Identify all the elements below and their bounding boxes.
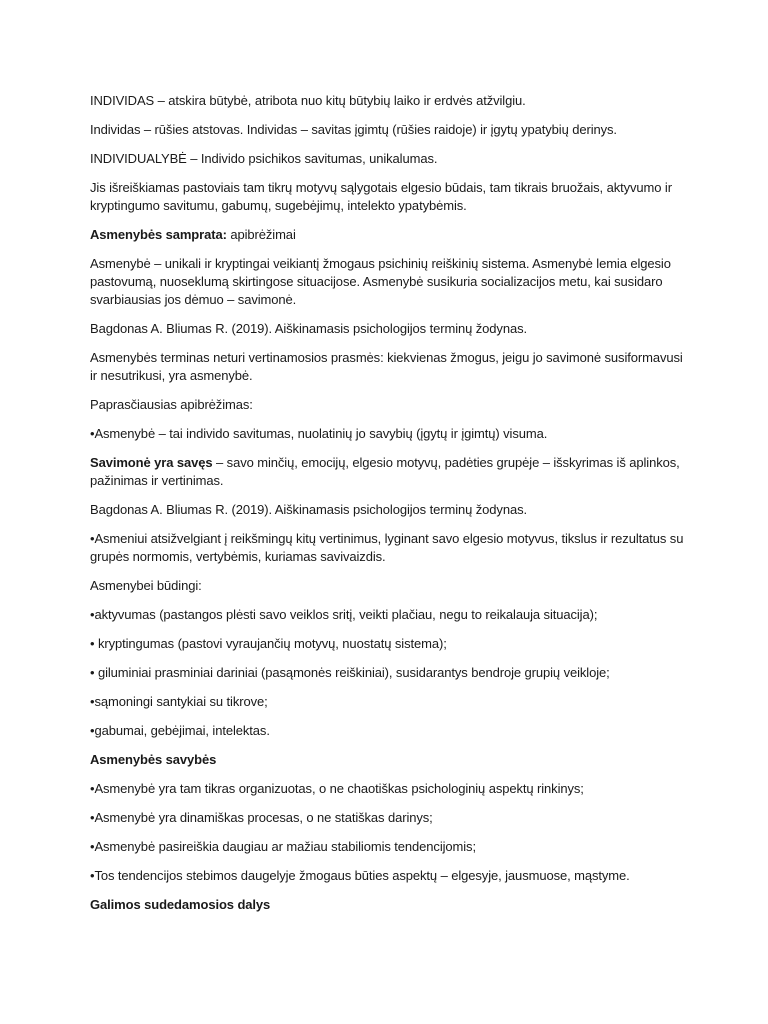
bullet-item <box>90 722 690 740</box>
paragraph <box>90 396 690 414</box>
paragraph-text: INDIVIDAS – atskira būtybė, atribota nuo kitų būtybių laiko ir erdvės atžvilgiu. <box>90 93 526 108</box>
bullet-item <box>90 606 690 624</box>
paragraph <box>90 454 690 490</box>
bullet-item <box>90 530 690 566</box>
citation <box>90 320 690 338</box>
bullet-item <box>90 635 690 653</box>
paragraph-text: •Asmenybė – tai individo savitumas, nuolatinių jo savybių (įgytų ir įgimtų) visuma. <box>90 426 548 441</box>
paragraph-text: •Asmenybė pasireiškia daugiau ar mažiau stabiliomis tendencijomis; <box>90 839 476 854</box>
bullet-item <box>90 867 690 885</box>
paragraph-text: Individas – rūšies atstovas. Individas – savitas įgimtų (rūšies raidoje) ir įgytų ypatybių derinys. <box>90 122 617 137</box>
bullet-item <box>90 693 690 711</box>
bullet-item <box>90 809 690 827</box>
bullet-item <box>90 664 690 682</box>
paragraph-text: Bagdonas A. Bliumas R. (2019). Aiškinamasis psichologijos terminų žodynas. <box>90 502 527 517</box>
paragraph-text: • kryptingumas (pastovi vyraujančių motyvų, nuostatų sistema); <box>90 636 447 651</box>
paragraph-text: Bagdonas A. Bliumas R. (2019). Aiškinamasis psichologijos terminų žodynas. <box>90 321 527 336</box>
paragraph-text: Jis išreiškiamas pastoviais tam tikrų motyvų sąlygotais elgesio būdais, tam tikrais bruožais, aktyvumo ir kryptingumo savitumu, gabumų, sugebėjimų, intelekto ypatybėmis. <box>90 180 672 213</box>
paragraph-lead: Asmenybės samprata: <box>90 227 227 242</box>
paragraph-text: •Asmenybė yra dinamiškas procesas, o ne statiškas darinys; <box>90 810 433 825</box>
paragraph-text: •gabumai, gebėjimai, intelektas. <box>90 723 270 738</box>
document-page <box>90 92 690 925</box>
paragraph-lead: Galimos sudedamosios dalys <box>90 897 271 912</box>
paragraph-text: •Tos tendencijos stebimos daugelyje žmogaus būties aspektų – elgesyje, jausmuose, mąstyme. <box>90 868 630 883</box>
paragraph-text: – savo minčių, emocijų, elgesio motyvų, padėties grupėje – išskyrimas iš aplinkos, pažinimas ir vertinimas. <box>90 455 680 488</box>
paragraph <box>90 92 690 110</box>
paragraph <box>90 255 690 309</box>
paragraph-text: •sąmoningi santykiai su tikrove; <box>90 694 268 709</box>
citation <box>90 501 690 519</box>
paragraph <box>90 349 690 385</box>
paragraph <box>90 179 690 215</box>
paragraph-text: Paprasčiausias apibrėžimas: <box>90 397 253 412</box>
paragraph <box>90 150 690 168</box>
paragraph-text: apibrėžimai <box>226 227 296 242</box>
section-heading <box>90 751 690 769</box>
bullet-item <box>90 838 690 856</box>
paragraph-text: •Asmeniui atsižvelgiant į reikšmingų kitų vertinimus, lyginant savo elgesio motyvus, tikslus ir rezultatus su grupės normomis, vertybėmis, kuriamas savivaizdis. <box>90 531 684 564</box>
paragraph-text: Asmenybė – unikali ir kryptingai veikiantį žmogaus psichinių reiškinių sistema. Asmenybė lemia elgesio pastovumą, nuoseklumą skirtingose situacijose. Asmenybė susikuria socializacijos metu, kai susidaro svarbiausias jos dėmuo – savimonė. <box>90 256 671 307</box>
bullet-item <box>90 425 690 443</box>
paragraph-text: •aktyvumas (pastangos plėsti savo veiklos sritį, veikti plačiau, negu to reikalauja situacija); <box>90 607 598 622</box>
paragraph-text: INDIVIDUALYBĖ – Individo psichikos savitumas, unikalumas. <box>90 151 438 166</box>
paragraph-text: Asmenybės terminas neturi vertinamosios prasmės: kiekvienas žmogus, jeigu jo savimonė susiformavusi ir nesutrikusi, yra asmenybė. <box>90 350 683 383</box>
paragraph-text: •Asmenybė yra tam tikras organizuotas, o ne chaotiškas psichologinių aspektų rinkinys; <box>90 781 584 796</box>
section-heading <box>90 896 690 914</box>
paragraph-lead: Asmenybės savybės <box>90 752 217 767</box>
paragraph <box>90 121 690 139</box>
section-heading <box>90 226 690 244</box>
paragraph-text: • giluminiai prasminiai dariniai (pasąmonės reiškiniai), susidarantys bendroje grupių veikloje; <box>90 665 610 680</box>
paragraph <box>90 577 690 595</box>
paragraph-text: Asmenybei būdingi: <box>90 578 202 593</box>
paragraph-lead: Savimonė yra savęs <box>90 455 213 470</box>
bullet-item <box>90 780 690 798</box>
